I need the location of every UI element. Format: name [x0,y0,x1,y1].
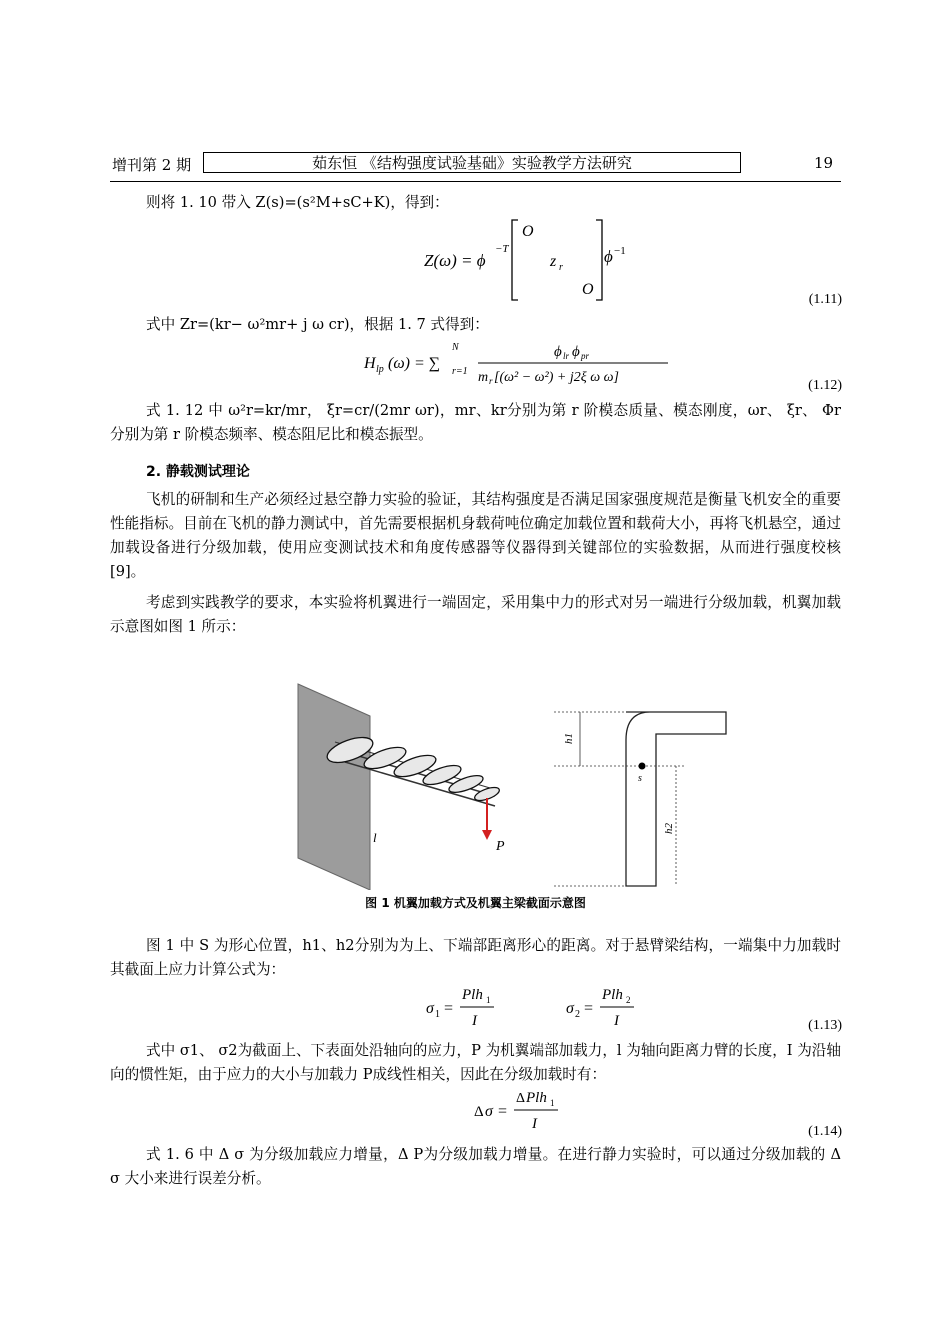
section-heading: 2. 静载测试理论 [146,464,250,480]
journal-issue: 增刊第 2 期 [112,156,192,174]
svg-text:ϕ: ϕ [604,247,613,266]
svg-text:r=1: r=1 [452,366,468,377]
label-p: P [496,839,505,854]
figure-caption: 图 1 机翼加载方式及机翼主梁截面示意图 [365,896,586,910]
svg-text:2: 2 [575,1009,580,1020]
equation-number-1-12: (1.12) [808,378,842,393]
page-number: 19 [814,154,834,172]
svg-text:z: z [550,253,557,270]
svg-text:=: = [498,1103,508,1120]
equation-1-14 [470,1086,590,1134]
figure-1 [290,680,740,890]
svg-text:I: I [614,1013,619,1029]
svg-text:Δ: Δ [474,1104,484,1120]
svg-text:ϕ: ϕ [554,344,562,360]
svg-text:−1: −1 [614,245,626,257]
svg-text:pr: pr [581,351,590,361]
paragraph-7: 式中 σ1、 σ2为截面上、下表面处沿轴向的应力，P 为机翼端部加载力，l 为轴向距离力臂的长度，I 为沿轴向的惯性矩，由于应力的大小与加载力 P成线性相关，因此在分级加载时有： [110,1042,841,1083]
svg-text:O: O [582,281,594,298]
svg-text:lr: lr [563,351,570,361]
svg-text:=: = [584,1000,594,1017]
centroid-marker [639,763,646,770]
svg-text:m: m [478,370,489,385]
paragraph-1: 则将 1. 10 带入 Z(s)=(s²M+sC+K)，得到： [146,194,449,211]
equation-1-11 [400,214,640,304]
svg-text:1: 1 [435,1009,440,1020]
label-s: s [638,773,642,784]
svg-text:H: H [364,355,376,372]
paragraph-3: 式 1. 12 中 ω²r=kr/mr， ξr=cr/(2mr ωr)，mr、kr分别为第 r 阶模态质量、模态刚度，ωr、 ξr、 Φr 分别为第 r 阶模态频率、模态阻尼比和模态振型。 [110,402,841,443]
svg-text:ϕ: ϕ [572,344,580,360]
svg-text:N: N [452,342,459,353]
svg-text:Δ: Δ [516,1091,526,1106]
equation-number-1-11: (1.11) [808,292,842,307]
paragraph-6: 图 1 中 S 为形心位置，h1、h2分别为为上、下端部距离形心的距离。对于悬臂梁结构，一端集中力加载时其截面上应力计算公式为： [110,937,841,978]
svg-text:1: 1 [486,995,491,1005]
paragraph-4: 飞机的研制和生产必须经过悬空静力实验的验证，其结构强度是否满足国家强度规范是衡量飞机安全的重要性能指标。目前在飞机的静力测试中，首先需要根据机身载荷吨位确定加载位置和载荷大小，再将飞机悬空，通过加载设备进行分级加载，使用应变测试技术和角度传感器等仪器得到关键部位的实验数据，从而进行强度校核[9]。 [110,491,841,580]
svg-text:2: 2 [626,995,631,1005]
svg-text:σ: σ [566,1000,574,1017]
svg-text:Z(ω) = ϕ: Z(ω) = ϕ [424,251,486,270]
svg-text:Plh: Plh [526,1090,547,1106]
equation-number-1-13: (1.13) [808,1018,842,1033]
svg-text:lp: lp [376,364,384,375]
svg-text:(ω) = ∑: (ω) = ∑ [388,355,441,372]
svg-text:O: O [522,223,534,240]
svg-text:[(ω² − ω²) + j2ξ ω ω]: [(ω² − ω²) + j2ξ ω ω] [494,370,619,385]
wall-plate [298,684,370,890]
svg-text:=: = [444,1000,454,1017]
svg-text:−T: −T [495,243,509,255]
header-rule [110,181,841,182]
running-title: 茹东恒 《结构强度试验基础》实验教学方法研究 [203,152,741,173]
paragraph-2: 式中 Zr=(kr− ω²mr+ j ω cr)，根据 1. 7 式得到： [146,316,489,333]
equation-1-12 [362,338,682,388]
svg-text:r: r [559,262,563,273]
svg-text:I: I [532,1116,537,1132]
svg-text:I: I [472,1013,477,1029]
svg-text:r: r [489,376,493,386]
equation-1-13 [420,983,660,1031]
svg-text:Plh: Plh [602,987,623,1003]
label-h1: h1 [563,733,575,744]
equation-number-1-14: (1.14) [808,1124,842,1139]
paragraph-8: 式 1. 6 中 Δ σ 为分级加载应力增量，Δ P为分级加载力增量。在进行静力实验时，可以通过分级加载的 Δ σ 大小来进行误差分析。 [110,1146,841,1187]
svg-text:σ: σ [426,1000,434,1017]
paragraph-5: 考虑到实践教学的要求，本实验将机翼进行一端固定，采用集中力的形式对另一端进行分级加载，机翼加载示意图如图 1 所示： [110,594,841,635]
label-h2: h2 [663,823,675,834]
svg-text:1: 1 [550,1098,555,1108]
svg-text:Plh: Plh [462,987,483,1003]
label-l: l [373,830,377,845]
svg-text:σ: σ [485,1103,493,1120]
